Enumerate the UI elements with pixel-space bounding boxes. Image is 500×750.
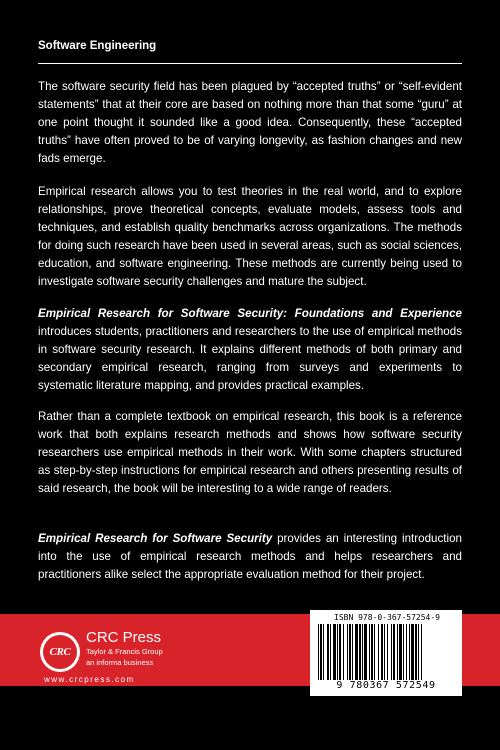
publisher-business: an informa business	[86, 658, 154, 667]
paragraph-1: The software security field has been plagued by “accepted truths” or “self-evident statements” that at their core are based on nothing more than that some “guru” at one point thought it sounded like a good idea. Consequently, these “accepted truths” have often proved to be of varying longevity, as fashion changes and new fads emerge.	[38, 80, 462, 165]
category-label: Software Engineering	[38, 40, 157, 52]
book-title-short: Empirical Research for Software Security	[38, 532, 273, 545]
header-divider	[38, 63, 462, 64]
paragraph-2: Empirical research allows you to test theories in the real world, and to explore relationships, prove theoretical concepts, evaluate models, assess tools and techniques, and establish quality benchmarks across organizations. The methods for doing such research have been used in several areas, such as social sciences, education, and software engineering. These methods are currently being used to investigate software security challenges and mature the subject.	[38, 185, 462, 288]
barcode-icon	[318, 624, 456, 680]
isbn-label: ISBN 978-0-367-57254-9	[334, 613, 440, 622]
book-title-inline: Empirical Research for Software Security: Foundations and Experience	[38, 307, 462, 320]
crc-logo-icon	[40, 632, 80, 672]
crc-logo-text: CRC	[43, 635, 77, 669]
publisher-website: www.crcpress.com	[44, 675, 135, 684]
paragraph-5-text: provides an interesting introduction into the use of empirical research methods and helps researchers and practitioners alike select the appropriate evaluation method for their project.	[38, 532, 462, 581]
paragraph-3-text: introduces students, practitioners and researchers to the use of empirical methods in software security research. It explains different methods of both primary and secondary empirical research, ranging from surveys and experiments to systematic literature mapping, and provides practical examples.	[38, 325, 462, 392]
publisher-name: CRC Press	[86, 629, 162, 646]
paragraph-3	[38, 305, 462, 395]
barcode-digits: 9 780367 572549	[336, 680, 436, 691]
paragraph-4: Rather than a complete textbook on empirical research, this book is a reference work that both explains research methods and shows how software security researchers use empirical methods in their work. With some chapters structured as step-by-step instructions for empirical research and others presenting results of said research, the book will be interesting to a wide range of readers.	[38, 410, 462, 495]
publisher-group: Taylor & Francis Group	[86, 647, 163, 656]
paragraph-5	[38, 530, 462, 584]
